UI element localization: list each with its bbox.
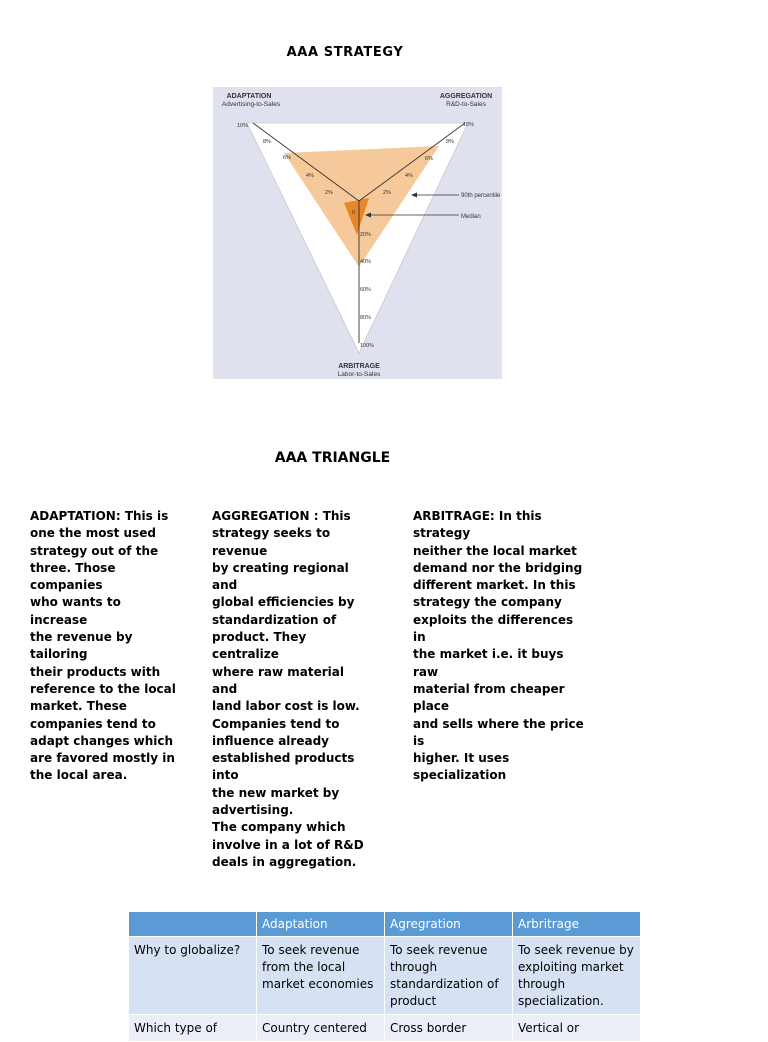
table-cell: Country centered — [257, 1015, 385, 1042]
column-text-line: companies tend to — [30, 716, 156, 731]
column-text-line: who wants to increase — [30, 595, 121, 627]
column-text-line: one the most used — [30, 526, 156, 541]
table-cell: Cross border — [385, 1015, 513, 1042]
arbitrage-column — [413, 508, 585, 785]
column-text-line: three. Those companies — [30, 560, 116, 593]
column-text-line: by creating regional and — [212, 560, 349, 593]
column-text-line: This — [322, 509, 351, 523]
aggregation-column — [212, 508, 364, 871]
column-label: AGGREGATION : — [212, 509, 319, 523]
tick-label: 10% — [463, 122, 475, 128]
tick-label: 2% — [325, 190, 333, 196]
column-text-line: neither the local market — [413, 543, 577, 558]
column-text-line: In this strategy — [413, 509, 542, 541]
aggregation-sublabel: R&D-to-Sales — [446, 101, 486, 108]
column-text-line: the market i.e. it buys raw — [413, 647, 564, 679]
table-cell: Which type of — [129, 1015, 257, 1042]
table-cell: To seek revenue from the local market economies — [257, 937, 385, 1015]
tick-label: 0 — [352, 210, 356, 216]
column-text-line: product. They centralize — [212, 630, 307, 662]
tick-label: 10% — [237, 123, 249, 129]
column-text-line: established products into — [212, 751, 355, 783]
table-cell: Why to globalize? — [129, 937, 257, 1015]
column-text-line: global efficiencies by — [212, 595, 355, 610]
column-text-line: exploits the differences in — [413, 612, 574, 645]
column-text-line: are favored mostly in — [30, 751, 175, 766]
column-text-line: demand nor the bridging — [413, 560, 583, 575]
column-text-line: and sells where the price is — [413, 716, 584, 748]
tick-label: 8% — [263, 139, 271, 145]
column-text-line: strategy out of the — [30, 543, 159, 558]
aaa-triangle-diagram — [213, 87, 502, 379]
column-text-line: This is — [124, 509, 169, 523]
table-header-cell: Agregration — [385, 912, 513, 937]
tick-label: 8% — [446, 139, 454, 145]
column-text-line: market. These — [30, 699, 127, 714]
arbitrage-sublabel: Labor-to-Sales — [337, 371, 381, 378]
p90-annotation: 90th percentile — [461, 193, 501, 199]
column-text-line: adapt changes which — [30, 733, 174, 748]
arbitrage-label: ARBITRAGE — [338, 363, 380, 370]
column-text-line: strategy seeks to revenue — [212, 526, 331, 558]
column-text-line: influence already — [212, 733, 329, 748]
table-header-cell: Arbritrage — [513, 912, 641, 937]
column-text-line: higher. It uses specialization — [413, 751, 510, 783]
column-label: ADAPTATION: — [30, 509, 121, 523]
column-text-line: advertising. — [212, 803, 294, 818]
adaptation-sublabel: Advertising-to-Sales — [221, 101, 281, 108]
page-title: AAA STRATEGY — [286, 45, 404, 60]
column-text-line: material from cheaper place — [413, 681, 565, 714]
column-text-line: the new market by — [212, 785, 340, 800]
column-text-line: involve in a lot of R&D — [212, 837, 364, 852]
aggregation-label: AGGREGATION — [439, 93, 493, 100]
table-row — [129, 1015, 641, 1042]
column-text-line: land labor cost is low. — [212, 699, 360, 714]
tick-label: 4% — [306, 173, 314, 179]
comparison-table — [128, 911, 641, 1042]
column-text-line: standardization of — [212, 612, 337, 627]
column-text-line: the local area. — [30, 768, 128, 783]
tick-label: 6% — [425, 156, 433, 162]
section-title: AAA TRIANGLE — [274, 450, 391, 466]
tick-label: 40% — [360, 259, 372, 265]
tick-label: 6% — [283, 155, 291, 161]
column-text-line: strategy the company — [413, 595, 562, 610]
column-text-line: Companies tend to — [212, 716, 340, 731]
column-text-line: where raw material and — [212, 664, 344, 696]
column-text-line: The company which — [212, 820, 346, 835]
tick-label: 100% — [360, 343, 375, 349]
table-cell: Vertical or — [513, 1015, 641, 1042]
table-header-row — [129, 912, 641, 937]
column-text-line: reference to the local — [30, 681, 176, 696]
table-cell: To seek revenue through standardization of product — [385, 937, 513, 1015]
table-cell: To seek revenue by exploiting market through specialization. — [513, 937, 641, 1015]
median-annotation: Median — [461, 214, 481, 220]
column-text-line: the revenue by tailoring — [30, 630, 133, 662]
column-label: ARBITRAGE: — [413, 509, 495, 523]
tick-label: 4% — [405, 173, 413, 179]
table-row — [129, 937, 641, 1015]
adaptation-label: ADAPTATION — [226, 93, 272, 100]
table-header-cell — [129, 912, 257, 937]
table-header-cell: Adaptation — [257, 912, 385, 937]
column-text-line: their products with — [30, 664, 161, 679]
adaptation-column — [30, 508, 180, 785]
tick-label: 2% — [383, 190, 391, 196]
tick-label: 80% — [360, 315, 372, 321]
column-text-line: different market. In this — [413, 578, 576, 593]
column-text-line: deals in aggregation. — [212, 854, 357, 869]
tick-label: 60% — [360, 287, 372, 293]
tick-label: 20% — [360, 232, 372, 238]
